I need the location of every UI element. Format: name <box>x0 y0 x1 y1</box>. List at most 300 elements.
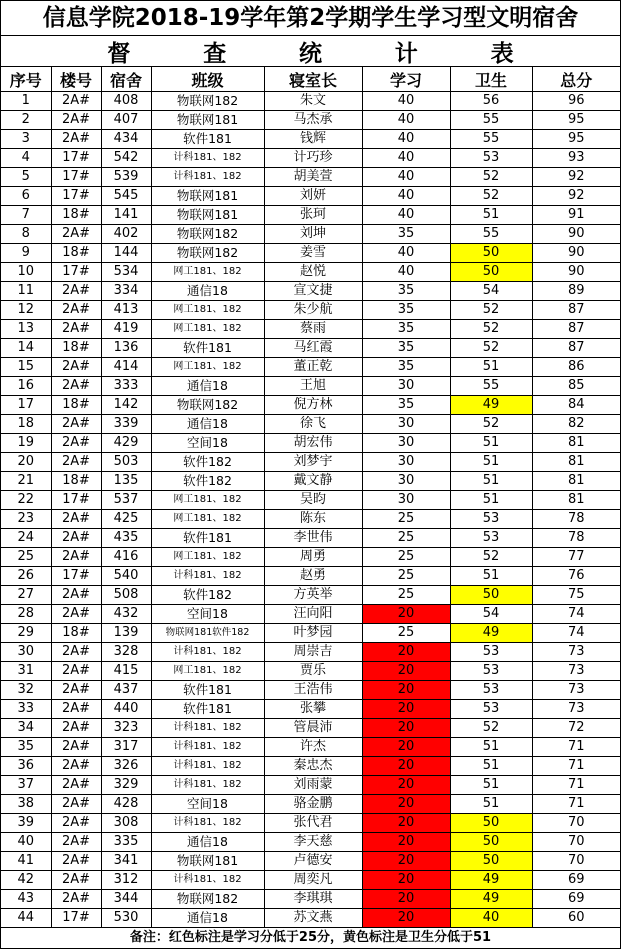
table-row <box>1 624 620 643</box>
cell-building: 2A# <box>51 377 101 396</box>
cell-room: 141 <box>101 206 151 225</box>
cell-study: 20 <box>362 871 450 890</box>
cell-total: 73 <box>532 643 620 662</box>
cell-total: 71 <box>532 738 620 757</box>
cell-class: 计科181、182 <box>151 149 264 168</box>
cell-leader: 刘坤 <box>264 225 362 244</box>
cell-room: 408 <box>101 92 151 111</box>
cell-hygiene: 53 <box>450 662 532 681</box>
cell-no: 44 <box>1 909 51 928</box>
cell-study: 40 <box>362 263 450 282</box>
cell-room: 344 <box>101 890 151 909</box>
table-row <box>1 377 620 396</box>
cell-leader: 骆金鹏 <box>264 795 362 814</box>
cell-hygiene: 52 <box>450 187 532 206</box>
cell-leader: 陈东 <box>264 510 362 529</box>
cell-leader: 周勇 <box>264 548 362 567</box>
cell-building: 2A# <box>51 130 101 149</box>
cell-study: 25 <box>362 586 450 605</box>
cell-building: 2A# <box>51 111 101 130</box>
cell-room: 142 <box>101 396 151 415</box>
cell-no: 28 <box>1 605 51 624</box>
cell-class: 物联网181 <box>151 187 264 206</box>
table-row <box>1 434 620 453</box>
cell-total: 73 <box>532 662 620 681</box>
cell-building: 2A# <box>51 795 101 814</box>
cell-total: 92 <box>532 187 620 206</box>
cell-room: 139 <box>101 624 151 643</box>
cell-study: 30 <box>362 472 450 491</box>
table-row <box>1 282 620 301</box>
cell-room: 419 <box>101 320 151 339</box>
table-row <box>1 738 620 757</box>
cell-building: 2A# <box>51 605 101 624</box>
table-row <box>1 890 620 909</box>
table-row <box>1 700 620 719</box>
cell-hygiene: 50 <box>450 244 532 263</box>
cell-building: 17# <box>51 491 101 510</box>
cell-total: 81 <box>532 472 620 491</box>
cell-leader: 叶梦园 <box>264 624 362 643</box>
cell-total: 90 <box>532 263 620 282</box>
cell-building: 2A# <box>51 871 101 890</box>
cell-no: 41 <box>1 852 51 871</box>
cell-class: 物联网182 <box>151 244 264 263</box>
cell-building: 2A# <box>51 282 101 301</box>
cell-room: 414 <box>101 358 151 377</box>
cell-no: 33 <box>1 700 51 719</box>
cell-class: 计科181、182 <box>151 814 264 833</box>
table-row <box>1 605 620 624</box>
cell-leader: 胡美萱 <box>264 168 362 187</box>
cell-building: 2A# <box>51 719 101 738</box>
cell-room: 144 <box>101 244 151 263</box>
table-row <box>1 814 620 833</box>
cell-no: 20 <box>1 453 51 472</box>
table-row <box>1 339 620 358</box>
cell-study: 20 <box>362 605 450 624</box>
cell-study: 20 <box>362 852 450 871</box>
cell-room: 537 <box>101 491 151 510</box>
table-row <box>1 909 620 928</box>
table-row <box>1 567 620 586</box>
report-title: 信息学院2018-19学年第2学期学生学习型文明宿舍 <box>1 1 620 36</box>
header-no: 序号 <box>1 67 51 92</box>
cell-room: 328 <box>101 643 151 662</box>
cell-total: 87 <box>532 320 620 339</box>
cell-study: 20 <box>362 795 450 814</box>
footnote: 备注：红色标注是学习分低于25分，黄色标注是卫生分低于51 <box>129 930 492 945</box>
cell-building: 2A# <box>51 833 101 852</box>
header-row <box>1 67 620 92</box>
cell-leader: 秦忠杰 <box>264 757 362 776</box>
cell-study: 20 <box>362 681 450 700</box>
cell-class: 软件181 <box>151 700 264 719</box>
cell-room: 135 <box>101 472 151 491</box>
cell-study: 35 <box>362 225 450 244</box>
cell-hygiene: 53 <box>450 149 532 168</box>
cell-no: 3 <box>1 130 51 149</box>
cell-hygiene: 51 <box>450 795 532 814</box>
cell-room: 329 <box>101 776 151 795</box>
table-row <box>1 586 620 605</box>
cell-no: 23 <box>1 510 51 529</box>
cell-class: 物联网182 <box>151 396 264 415</box>
cell-no: 21 <box>1 472 51 491</box>
cell-class: 通信18 <box>151 909 264 928</box>
cell-total: 85 <box>532 377 620 396</box>
cell-no: 32 <box>1 681 51 700</box>
cell-class: 软件182 <box>151 453 264 472</box>
cell-total: 89 <box>532 282 620 301</box>
cell-building: 2A# <box>51 453 101 472</box>
cell-leader: 周奕凡 <box>264 871 362 890</box>
cell-class: 网工181、182 <box>151 548 264 567</box>
cell-room: 341 <box>101 852 151 871</box>
cell-no: 15 <box>1 358 51 377</box>
header-total: 总分 <box>532 67 620 92</box>
cell-no: 39 <box>1 814 51 833</box>
table-row <box>1 833 620 852</box>
cell-room: 326 <box>101 757 151 776</box>
cell-no: 35 <box>1 738 51 757</box>
cell-building: 2A# <box>51 358 101 377</box>
cell-hygiene: 52 <box>450 168 532 187</box>
table-row <box>1 548 620 567</box>
cell-study: 20 <box>362 833 450 852</box>
cell-room: 440 <box>101 700 151 719</box>
cell-room: 540 <box>101 567 151 586</box>
cell-leader: 赵悦 <box>264 263 362 282</box>
cell-leader: 张珂 <box>264 206 362 225</box>
table-row <box>1 776 620 795</box>
cell-hygiene: 54 <box>450 282 532 301</box>
cell-class: 物联网181 <box>151 111 264 130</box>
cell-room: 425 <box>101 510 151 529</box>
cell-no: 9 <box>1 244 51 263</box>
cell-building: 2A# <box>51 643 101 662</box>
cell-class: 物联网181软件182 <box>151 624 264 643</box>
report-subtitle <box>1 36 620 67</box>
table-row <box>1 510 620 529</box>
cell-room: 415 <box>101 662 151 681</box>
cell-class: 物联网182 <box>151 225 264 244</box>
cell-total: 87 <box>532 301 620 320</box>
cell-class: 通信18 <box>151 833 264 852</box>
cell-room: 508 <box>101 586 151 605</box>
cell-leader: 胡宏伟 <box>264 434 362 453</box>
cell-no: 16 <box>1 377 51 396</box>
header-study: 学习 <box>362 67 450 92</box>
cell-leader: 卢德安 <box>264 852 362 871</box>
cell-building: 2A# <box>51 225 101 244</box>
cell-total: 71 <box>532 795 620 814</box>
cell-total: 81 <box>532 491 620 510</box>
cell-room: 136 <box>101 339 151 358</box>
cell-total: 71 <box>532 757 620 776</box>
cell-no: 34 <box>1 719 51 738</box>
cell-room: 308 <box>101 814 151 833</box>
cell-leader: 李天慈 <box>264 833 362 852</box>
cell-total: 84 <box>532 396 620 415</box>
cell-leader: 李琪琪 <box>264 890 362 909</box>
cell-building: 2A# <box>51 415 101 434</box>
table-row <box>1 130 620 149</box>
header-hygiene: 卫生 <box>450 67 532 92</box>
cell-hygiene: 51 <box>450 776 532 795</box>
cell-leader: 董正乾 <box>264 358 362 377</box>
cell-study: 30 <box>362 453 450 472</box>
header-leader: 寝室长 <box>264 67 362 92</box>
cell-study: 40 <box>362 244 450 263</box>
cell-class: 软件182 <box>151 472 264 491</box>
cell-building: 2A# <box>51 776 101 795</box>
cell-room: 339 <box>101 415 151 434</box>
cell-class: 物联网181 <box>151 852 264 871</box>
cell-hygiene: 53 <box>450 700 532 719</box>
cell-leader: 刘妍 <box>264 187 362 206</box>
cell-study: 35 <box>362 358 450 377</box>
cell-room: 402 <box>101 225 151 244</box>
cell-no: 36 <box>1 757 51 776</box>
cell-hygiene: 52 <box>450 339 532 358</box>
cell-total: 92 <box>532 168 620 187</box>
cell-building: 2A# <box>51 662 101 681</box>
cell-study: 25 <box>362 624 450 643</box>
cell-study: 25 <box>362 510 450 529</box>
cell-room: 334 <box>101 282 151 301</box>
cell-no: 24 <box>1 529 51 548</box>
cell-no: 40 <box>1 833 51 852</box>
cell-leader: 周崇吉 <box>264 643 362 662</box>
cell-no: 1 <box>1 92 51 111</box>
cell-no: 42 <box>1 871 51 890</box>
cell-room: 312 <box>101 871 151 890</box>
cell-total: 69 <box>532 871 620 890</box>
cell-hygiene: 51 <box>450 567 532 586</box>
cell-class: 软件181 <box>151 130 264 149</box>
cell-total: 96 <box>532 92 620 111</box>
subtitle-char: 表 <box>490 40 514 67</box>
cell-total: 87 <box>532 339 620 358</box>
cell-class: 网工181、182 <box>151 510 264 529</box>
cell-no: 4 <box>1 149 51 168</box>
cell-total: 77 <box>532 548 620 567</box>
cell-hygiene: 51 <box>450 434 532 453</box>
table-row <box>1 263 620 282</box>
cell-building: 2A# <box>51 586 101 605</box>
table-row <box>1 149 620 168</box>
table-row <box>1 206 620 225</box>
cell-leader: 张代君 <box>264 814 362 833</box>
cell-leader: 计巧珍 <box>264 149 362 168</box>
cell-total: 95 <box>532 130 620 149</box>
cell-hygiene: 53 <box>450 510 532 529</box>
cell-building: 17# <box>51 187 101 206</box>
cell-leader: 刘雨蒙 <box>264 776 362 795</box>
cell-hygiene: 51 <box>450 453 532 472</box>
cell-hygiene: 49 <box>450 396 532 415</box>
cell-hygiene: 51 <box>450 738 532 757</box>
cell-no: 13 <box>1 320 51 339</box>
cell-total: 74 <box>532 624 620 643</box>
table-row <box>1 415 620 434</box>
cell-building: 2A# <box>51 510 101 529</box>
cell-room: 429 <box>101 434 151 453</box>
cell-hygiene: 51 <box>450 206 532 225</box>
cell-class: 网工181、182 <box>151 301 264 320</box>
table-row <box>1 187 620 206</box>
cell-total: 86 <box>532 358 620 377</box>
subtitle-char: 查 <box>203 40 227 67</box>
table-row <box>1 871 620 890</box>
cell-room: 416 <box>101 548 151 567</box>
cell-no: 5 <box>1 168 51 187</box>
cell-leader: 苏文燕 <box>264 909 362 928</box>
cell-room: 333 <box>101 377 151 396</box>
cell-study: 40 <box>362 130 450 149</box>
cell-hygiene: 56 <box>450 92 532 111</box>
cell-class: 计科181、182 <box>151 871 264 890</box>
table-row <box>1 453 620 472</box>
cell-total: 69 <box>532 890 620 909</box>
cell-study: 30 <box>362 415 450 434</box>
cell-study: 40 <box>362 92 450 111</box>
cell-study: 20 <box>362 700 450 719</box>
cell-total: 76 <box>532 567 620 586</box>
cell-study: 35 <box>362 320 450 339</box>
cell-room: 413 <box>101 301 151 320</box>
table-row <box>1 795 620 814</box>
cell-room: 432 <box>101 605 151 624</box>
cell-hygiene: 55 <box>450 130 532 149</box>
cell-study: 20 <box>362 719 450 738</box>
cell-no: 2 <box>1 111 51 130</box>
cell-class: 计科181、182 <box>151 757 264 776</box>
cell-total: 75 <box>532 586 620 605</box>
cell-total: 72 <box>532 719 620 738</box>
cell-no: 10 <box>1 263 51 282</box>
cell-class: 软件181 <box>151 529 264 548</box>
cell-class: 网工181、182 <box>151 662 264 681</box>
cell-class: 物联网181 <box>151 206 264 225</box>
cell-leader: 刘梦宇 <box>264 453 362 472</box>
cell-hygiene: 51 <box>450 358 532 377</box>
cell-class: 计科181、182 <box>151 738 264 757</box>
table-row <box>1 396 620 415</box>
cell-hygiene: 52 <box>450 719 532 738</box>
table-row <box>1 643 620 662</box>
cell-total: 60 <box>532 909 620 928</box>
cell-building: 18# <box>51 339 101 358</box>
cell-building: 18# <box>51 396 101 415</box>
cell-leader: 王浩伟 <box>264 681 362 700</box>
cell-hygiene: 51 <box>450 472 532 491</box>
cell-no: 37 <box>1 776 51 795</box>
cell-no: 38 <box>1 795 51 814</box>
cell-hygiene: 50 <box>450 263 532 282</box>
cell-total: 70 <box>532 814 620 833</box>
cell-total: 90 <box>532 225 620 244</box>
cell-building: 2A# <box>51 320 101 339</box>
cell-total: 93 <box>532 149 620 168</box>
cell-total: 73 <box>532 700 620 719</box>
cell-study: 20 <box>362 890 450 909</box>
cell-class: 网工181、182 <box>151 263 264 282</box>
cell-hygiene: 52 <box>450 415 532 434</box>
cell-study: 35 <box>362 339 450 358</box>
cell-no: 11 <box>1 282 51 301</box>
cell-class: 计科181、182 <box>151 719 264 738</box>
cell-leader: 吴昀 <box>264 491 362 510</box>
cell-class: 计科181、182 <box>151 168 264 187</box>
cell-building: 18# <box>51 472 101 491</box>
cell-no: 22 <box>1 491 51 510</box>
table-row <box>1 92 620 111</box>
cell-leader: 管晨沛 <box>264 719 362 738</box>
cell-building: 2A# <box>51 757 101 776</box>
cell-room: 335 <box>101 833 151 852</box>
cell-hygiene: 52 <box>450 320 532 339</box>
cell-class: 软件181 <box>151 681 264 700</box>
cell-study: 20 <box>362 776 450 795</box>
cell-building: 2A# <box>51 434 101 453</box>
table-row <box>1 301 620 320</box>
cell-study: 35 <box>362 301 450 320</box>
cell-no: 30 <box>1 643 51 662</box>
cell-hygiene: 50 <box>450 852 532 871</box>
cell-leader: 戴文静 <box>264 472 362 491</box>
cell-hygiene: 53 <box>450 643 532 662</box>
cell-no: 14 <box>1 339 51 358</box>
cell-building: 2A# <box>51 92 101 111</box>
cell-no: 43 <box>1 890 51 909</box>
table-row <box>1 491 620 510</box>
cell-total: 70 <box>532 852 620 871</box>
cell-hygiene: 40 <box>450 909 532 928</box>
cell-building: 17# <box>51 567 101 586</box>
cell-room: 434 <box>101 130 151 149</box>
cell-hygiene: 55 <box>450 377 532 396</box>
cell-no: 12 <box>1 301 51 320</box>
cell-hygiene: 55 <box>450 111 532 130</box>
table-row <box>1 719 620 738</box>
cell-study: 40 <box>362 206 450 225</box>
cell-class: 计科181、182 <box>151 643 264 662</box>
cell-no: 18 <box>1 415 51 434</box>
cell-total: 78 <box>532 510 620 529</box>
cell-building: 17# <box>51 168 101 187</box>
cell-hygiene: 55 <box>450 225 532 244</box>
cell-room: 437 <box>101 681 151 700</box>
cell-class: 通信18 <box>151 415 264 434</box>
table-row <box>1 225 620 244</box>
table-row <box>1 662 620 681</box>
cell-total: 70 <box>532 833 620 852</box>
cell-study: 30 <box>362 377 450 396</box>
cell-study: 20 <box>362 662 450 681</box>
cell-study: 25 <box>362 567 450 586</box>
cell-class: 空间18 <box>151 434 264 453</box>
cell-leader: 朱少航 <box>264 301 362 320</box>
cell-study: 20 <box>362 909 450 928</box>
cell-class: 物联网182 <box>151 890 264 909</box>
cell-leader: 马红霞 <box>264 339 362 358</box>
dormitory-score-table <box>1 67 620 928</box>
cell-building: 2A# <box>51 529 101 548</box>
cell-building: 18# <box>51 206 101 225</box>
table-row <box>1 244 620 263</box>
